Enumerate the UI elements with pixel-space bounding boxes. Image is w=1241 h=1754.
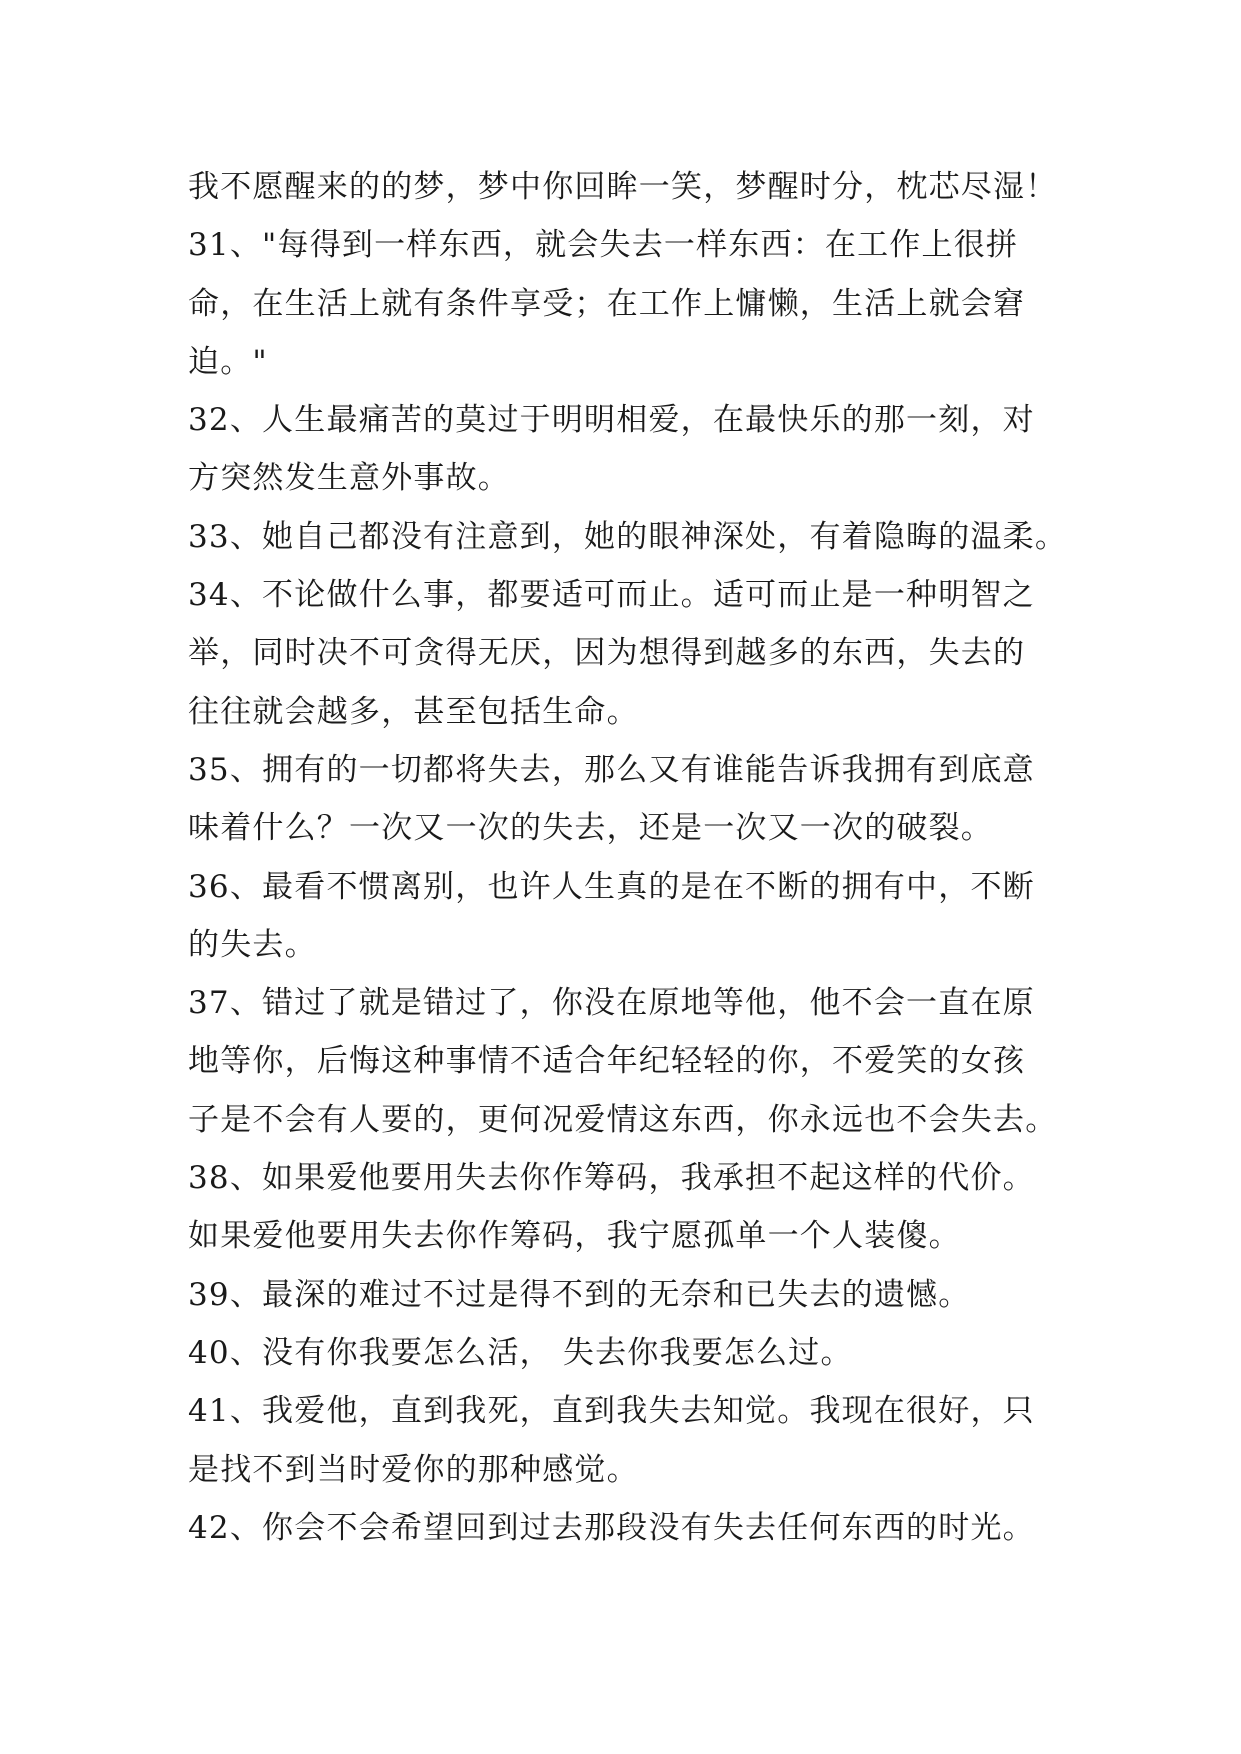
text-line: 31、"每得到一样东西，就会失去一样东西：在工作上很拼 [188,227,1019,264]
text-line: 往往就会越多，甚至包括生命。 [188,693,639,730]
text-line: 36、最看不惯离别，也许人生真的是在不断的拥有中，不断 [188,868,1035,905]
text-line: 32、人生最痛苦的莫过于明明相爱，在最快乐的那一刻，对 [188,402,1035,439]
document-body [188,158,1068,1557]
text-line: 39、最深的难过不过是得不到的无奈和已失去的遗憾。 [188,1276,971,1313]
text-line: 命，在生活上就有条件享受；在工作上慵懒，生活上就会窘 [188,285,1026,322]
text-line: 37、错过了就是错过了，你没在原地等他，他不会一直在原 [188,985,1035,1022]
text-line: 如果爱他要用失去你作筹码，我宁愿孤单一个人装傻。 [188,1218,961,1255]
text-line: 我不愿醒来的的梦，梦中你回眸一笑，梦醒时分，枕芯尽湿！ [188,169,1058,205]
text-line: 是找不到当时爱你的那种感觉。 [188,1451,639,1488]
text-line: 方突然发生意外事故。 [188,460,510,497]
text-line: 味着什么？一次又一次的失去，还是一次又一次的破裂。 [188,810,993,847]
text-line: 举，同时决不可贪得无厌，因为想得到越多的东西，失去的 [188,635,1026,672]
text-line: 35、拥有的一切都将失去，那么又有谁能告诉我拥有到底意 [188,751,1035,788]
text-line: 42、你会不会希望回到过去那段没有失去任何东西的时光。 [188,1509,1035,1546]
text-line: 迫。" [188,343,268,380]
text-line: 地等你，后悔这种事情不适合年纪轻轻的你，不爱笑的女孩 [188,1043,1026,1080]
text-line: 子是不会有人要的，更何况爱情这东西，你永远也不会失去。 [188,1101,1058,1138]
text-line: 33、她自己都没有注意到，她的眼神深处，有着隐晦的温柔。 [188,518,1068,555]
text-line: 40、没有你我要怎么活， 失去你我要怎么过。 [188,1334,853,1371]
text-line: 38、如果爱他要用失去你作筹码，我承担不起这样的代价。 [188,1160,1035,1197]
text-line: 34、不论做什么事，都要适可而止。适可而止是一种明智之 [188,577,1035,614]
text-line: 的失去。 [188,926,317,963]
text-line: 41、我爱他，直到我死，直到我失去知觉。我现在很好，只 [188,1393,1035,1430]
